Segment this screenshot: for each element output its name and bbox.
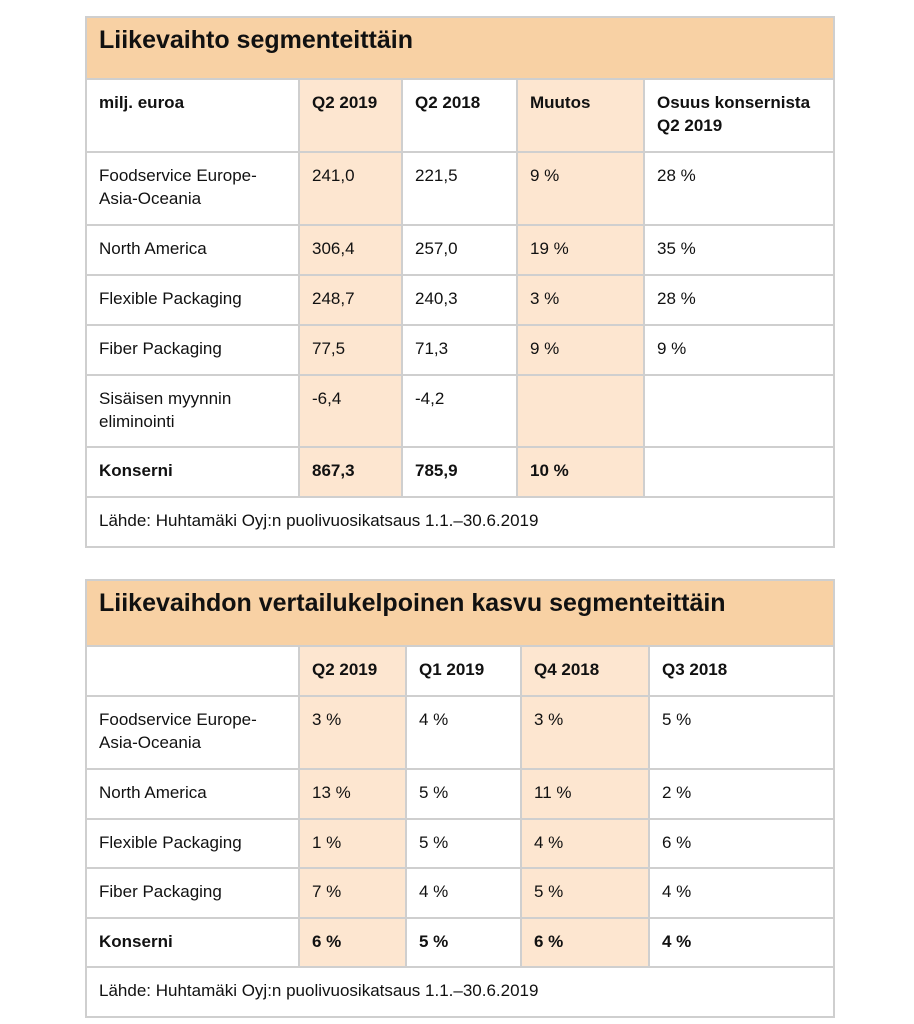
column-header: Osuus konsernista Q2 2019 (644, 79, 834, 152)
comparable-growth-by-segment-table (85, 579, 835, 1018)
table-cell: 3 % (517, 275, 644, 325)
table-cell: 1 % (299, 819, 406, 868)
row-label: Flexible Packaging (86, 275, 299, 325)
table-cell: 28 % (644, 152, 834, 225)
table-cell: 7 % (299, 868, 406, 918)
table-cell: 5 % (649, 696, 834, 769)
row-label: Fiber Packaging (86, 325, 299, 375)
table-cell: 9 % (644, 325, 834, 375)
column-header (86, 646, 299, 696)
table-row (86, 225, 834, 275)
table-cell: 5 % (406, 819, 521, 868)
table-cell: 5 % (521, 868, 649, 918)
row-label: North America (86, 769, 299, 819)
row-label: Konserni (86, 918, 299, 967)
table-row (86, 275, 834, 325)
table-cell: 867,3 (299, 447, 402, 497)
table-total-row (86, 447, 834, 497)
table-cell: 4 % (406, 696, 521, 769)
table-cell: 10 % (517, 447, 644, 497)
table-row (86, 325, 834, 375)
column-header: Q1 2019 (406, 646, 521, 696)
table-cell: 248,7 (299, 275, 402, 325)
row-label: Fiber Packaging (86, 868, 299, 918)
table-cell: 240,3 (402, 275, 517, 325)
table-header-row (86, 646, 834, 696)
row-label: Foodservice Europe-Asia-Oceania (86, 696, 299, 769)
table-row (86, 819, 834, 868)
table-row (86, 769, 834, 819)
table-cell (644, 375, 834, 447)
table-row (86, 375, 834, 447)
table-header-row (86, 79, 834, 152)
source-note: Lähde: Huhtamäki Oyj:n puolivuosikatsaus 1.1.–30.6.2019 (86, 497, 834, 547)
table-cell: 9 % (517, 325, 644, 375)
table-cell: -6,4 (299, 375, 402, 447)
table-cell: 6 % (649, 819, 834, 868)
table-total-row (86, 918, 834, 967)
table-row (86, 868, 834, 918)
column-header: Q2 2018 (402, 79, 517, 152)
column-header: Q2 2019 (299, 79, 402, 152)
row-label: Sisäisen myynnin eliminointi (86, 375, 299, 447)
table-cell: 35 % (644, 225, 834, 275)
table-cell: 5 % (406, 769, 521, 819)
table-cell: 77,5 (299, 325, 402, 375)
table-cell: 6 % (521, 918, 649, 967)
column-header: Muutos (517, 79, 644, 152)
table-title: Liikevaihto segmenteittäin (86, 17, 834, 79)
table-row (86, 152, 834, 225)
table-cell: 13 % (299, 769, 406, 819)
source-note: Lähde: Huhtamäki Oyj:n puolivuosikatsaus 1.1.–30.6.2019 (86, 967, 834, 1017)
row-label: Foodservice Europe-Asia-Oceania (86, 152, 299, 225)
table-cell: 19 % (517, 225, 644, 275)
table-cell: 4 % (649, 868, 834, 918)
table-cell (644, 447, 834, 497)
table-cell: 11 % (521, 769, 649, 819)
table-cell: 5 % (406, 918, 521, 967)
column-header: milj. euroa (86, 79, 299, 152)
table-cell: 4 % (649, 918, 834, 967)
column-header: Q3 2018 (649, 646, 834, 696)
table-cell: -4,2 (402, 375, 517, 447)
table-cell: 221,5 (402, 152, 517, 225)
table-cell: 785,9 (402, 447, 517, 497)
table-cell: 28 % (644, 275, 834, 325)
table-cell: 6 % (299, 918, 406, 967)
column-header: Q2 2019 (299, 646, 406, 696)
table-cell: 241,0 (299, 152, 402, 225)
row-label: Flexible Packaging (86, 819, 299, 868)
table-cell: 3 % (299, 696, 406, 769)
table-cell: 3 % (521, 696, 649, 769)
row-label: Konserni (86, 447, 299, 497)
table-cell: 4 % (406, 868, 521, 918)
table-title: Liikevaihdon vertailukelpoinen kasvu segmenteittäin (86, 580, 834, 646)
table-cell: 306,4 (299, 225, 402, 275)
row-label: North America (86, 225, 299, 275)
table-cell (517, 375, 644, 447)
table-cell: 9 % (517, 152, 644, 225)
table-row (86, 696, 834, 769)
table-cell: 257,0 (402, 225, 517, 275)
table-cell: 2 % (649, 769, 834, 819)
table-cell: 4 % (521, 819, 649, 868)
column-header: Q4 2018 (521, 646, 649, 696)
revenue-by-segment-table (85, 16, 835, 548)
table-cell: 71,3 (402, 325, 517, 375)
